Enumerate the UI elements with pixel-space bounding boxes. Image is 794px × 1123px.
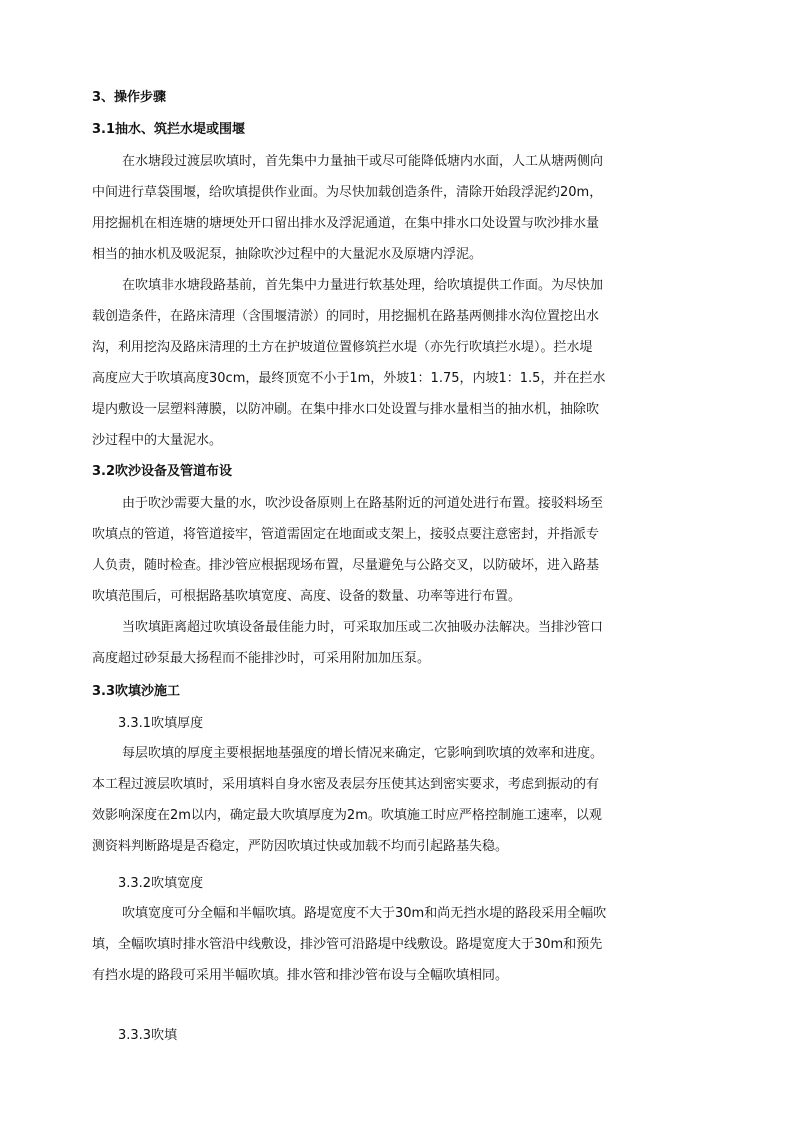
text-line: 沙过程中的大量泥水。 — [92, 433, 223, 448]
heading-3-3-2: 3.3.2吹填宽度 — [118, 876, 204, 891]
heading-3-3-3: 3.3.3吹填 — [118, 1028, 178, 1043]
text-line: 人负责，随时检查。排沙管应根据现场布置，尽量避免与公路交叉，以防破坏，进入路基 — [92, 558, 600, 573]
text-line: 每层吹填的厚度主要根据地基强度的增长情况来确定，它影响到吹填的效率和进度。 — [122, 746, 604, 761]
text-line: 在吹填非水塘段路基前，首先集中力量进行软基处理，给吹填提供工作面。为尽快加 — [122, 278, 604, 293]
heading-3-2: 3.2吹沙设备及管道布设 — [92, 464, 233, 479]
paragraph-3-1-b — [92, 270, 712, 456]
text-line: 当吹填距离超过吹填设备最佳能力时，可采取加压或二次抽吸办法解决。当排沙管口 — [122, 620, 604, 635]
paragraph-3-2-b — [92, 612, 712, 674]
text-line: 高度超过砂泵最大扬程而不能排沙时，可采用附加加压泵。 — [92, 651, 431, 666]
text-line: 沟，利用挖沟及路床清理的土方在护坡道位置修筑拦水堤（亦先行吹填拦水堤）。拦水堤 — [92, 340, 593, 355]
text-line: 本工程过渡层吹填时，采用填料自身水密及表层夯压使其达到密实要求，考虑到振动的有 — [92, 777, 600, 792]
text-line: 有挡水堤的路段可采用半幅吹填。排水管和排沙管布设与全幅吹填相同。 — [92, 968, 509, 983]
text-line: 中间进行草袋围堰，给吹填提供作业面。为尽快加载创造条件，清除开始段浮泥约20m， — [92, 185, 603, 200]
text-line: 吹填宽度可分全幅和半幅吹填。路堤宽度不大于30m和尚无挡水堤的路段采用全幅吹 — [122, 906, 607, 921]
text-line: 载创造条件，在路床清理（含围堰清淤）的同时，用挖掘机在路基两侧排水沟位置挖出水 — [92, 309, 600, 324]
text-line: 在水塘段过渡层吹填时，首先集中力量抽干或尽可能降低塘内水面，人工从塘两侧向 — [122, 154, 604, 169]
text-line: 填，全幅吹填时排水管沿中线敷设，排沙管可沿路堤中线敷设。路堤宽度大于30m和预先 — [92, 937, 603, 952]
paragraph-3-3-2 — [92, 898, 712, 991]
text-line: 堤内敷设一层塑料薄膜，以防冲刷。在集中排水口处设置与排水量相当的抽水机，抽除吹 — [92, 402, 600, 417]
paragraph-3-2-a — [92, 488, 712, 612]
text-line: 效影响深度在2m以内，确定最大吹填厚度为2m。吹填施工时应严格控制施工速率，以观 — [92, 808, 602, 823]
text-line: 吹填点的管道，将管道接牢，管道需固定在地面或支架上，接驳点要注意密封，并指派专 — [92, 527, 600, 542]
text-line: 由于吹沙需要大量的水，吹沙设备原则上在路基附近的河道处进行布置。接驳料场至 — [122, 496, 604, 511]
text-line: 用挖掘机在相连塘的塘埂处开口留出排水及浮泥通道，在集中排水口处设置与吹沙排水量 — [92, 216, 600, 231]
text-line: 吹填范围后，可根据路基吹填宽度、高度、设备的数量、功率等进行布置。 — [92, 589, 522, 604]
text-line: 相当的抽水机及吸泥泵，抽除吹沙过程中的大量泥水及原塘内浮泥。 — [92, 247, 483, 262]
section-title: 3、操作步骤 — [92, 90, 167, 105]
heading-3-3: 3.3吹填沙施工 — [92, 684, 181, 699]
heading-3-3-1: 3.3.1吹填厚度 — [118, 716, 204, 731]
heading-3-1: 3.1抽水、筑拦水堤或围堰 — [92, 122, 246, 137]
text-line: 测资料判断路堤是否稳定，严防因吹填过快或加载不均而引起路基失稳。 — [92, 839, 509, 854]
paragraph-3-1-a — [92, 146, 712, 270]
paragraph-3-3-1 — [92, 738, 712, 862]
text-line: 高度应大于吹填高度30cm，最终顶宽不小于1m，外坡1：1.75，内坡1：1.5，并在拦水 — [92, 371, 606, 386]
